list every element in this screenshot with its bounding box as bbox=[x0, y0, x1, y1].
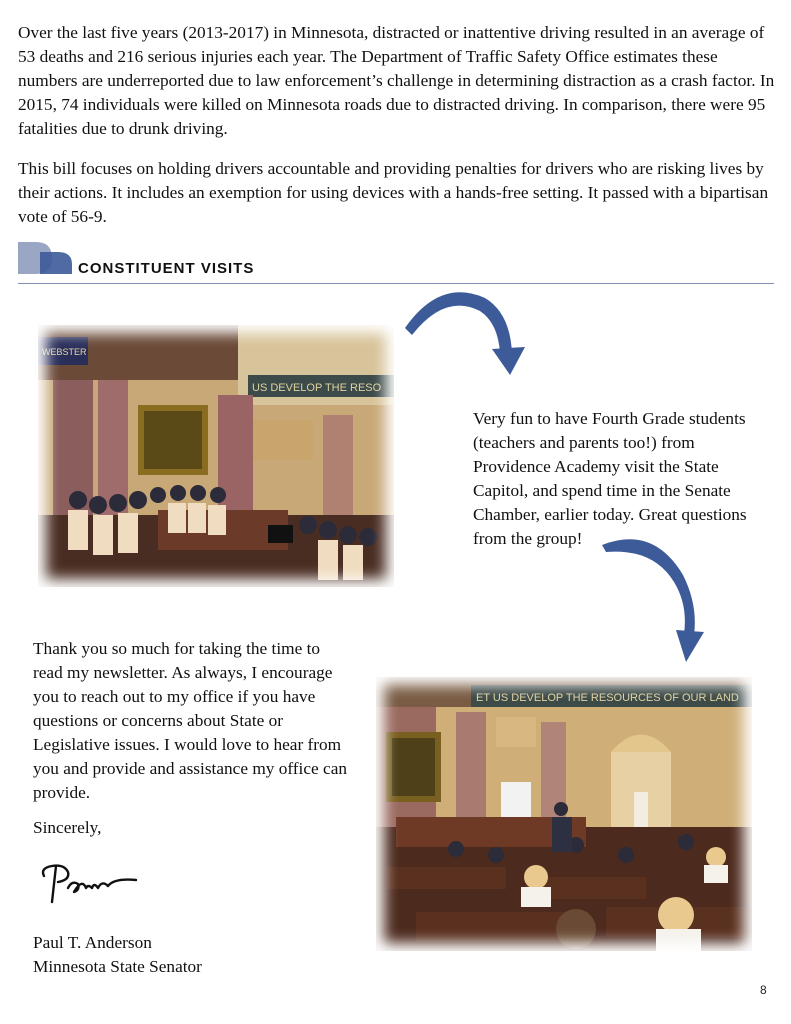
senator-name: Paul T. Anderson bbox=[33, 933, 152, 952]
curved-arrow-down-icon bbox=[598, 530, 708, 665]
curved-arrow-icon bbox=[400, 283, 530, 378]
chamber-frieze-text-2: ET US DEVELOP THE RESOURCES OF OUR LAND bbox=[476, 692, 739, 704]
senator-title: Minnesota State Senator bbox=[33, 957, 202, 976]
newsletter-logo-icon bbox=[18, 240, 74, 276]
section-divider bbox=[18, 283, 774, 284]
section-header bbox=[18, 240, 774, 284]
webster-sign: WEBSTER bbox=[42, 347, 87, 357]
section-title: CONSTITUENT VISITS bbox=[78, 260, 255, 277]
bill-summary-paragraph: This bill focuses on holding drivers accountable and providing penalties for drivers who are risking lives by their actions. It includes an exemption for using devices with a hands-free setting. It passed with a bipartisan vote of 56-9. bbox=[18, 159, 769, 226]
chamber-frieze-text: US DEVELOP THE RESO bbox=[252, 382, 382, 394]
page-number: 8 bbox=[760, 983, 767, 997]
signature-image bbox=[38, 858, 142, 906]
closing-paragraph: Thank you so much for taking the time to read my newsletter. As always, I encourage you to reach out to my office if you have questions or concerns about State or Legislative issues. I would love to hear from you and provide and assistance my office can provide. bbox=[33, 639, 347, 802]
photo-caption: Very fun to have Fourth Grade students (teachers and parents too!) from Providence Academy visit the State Capitol, and spend time in the Senate Chamber, earlier today. Great questions from the group! bbox=[473, 409, 747, 548]
sincerely-text: Sincerely, bbox=[33, 818, 102, 837]
student-group-photo bbox=[38, 325, 394, 587]
intro-paragraph-distracted-driving: Over the last five years (2013-2017) in Minnesota, distracted or inattentive driving resulted in an average of 53 deaths and 216 serious injuries each year. The Department of Traffic Safety Office estimates these numbers are underreported due to law enforcement’s challenge in determining distraction as a crash factor. In 2015, 74 individuals were killed on Minnesota roads due to distracted driving. In comparison, there were 95 fatalities due to drunk driving. bbox=[18, 23, 775, 138]
senate-chamber-photo bbox=[376, 677, 752, 951]
